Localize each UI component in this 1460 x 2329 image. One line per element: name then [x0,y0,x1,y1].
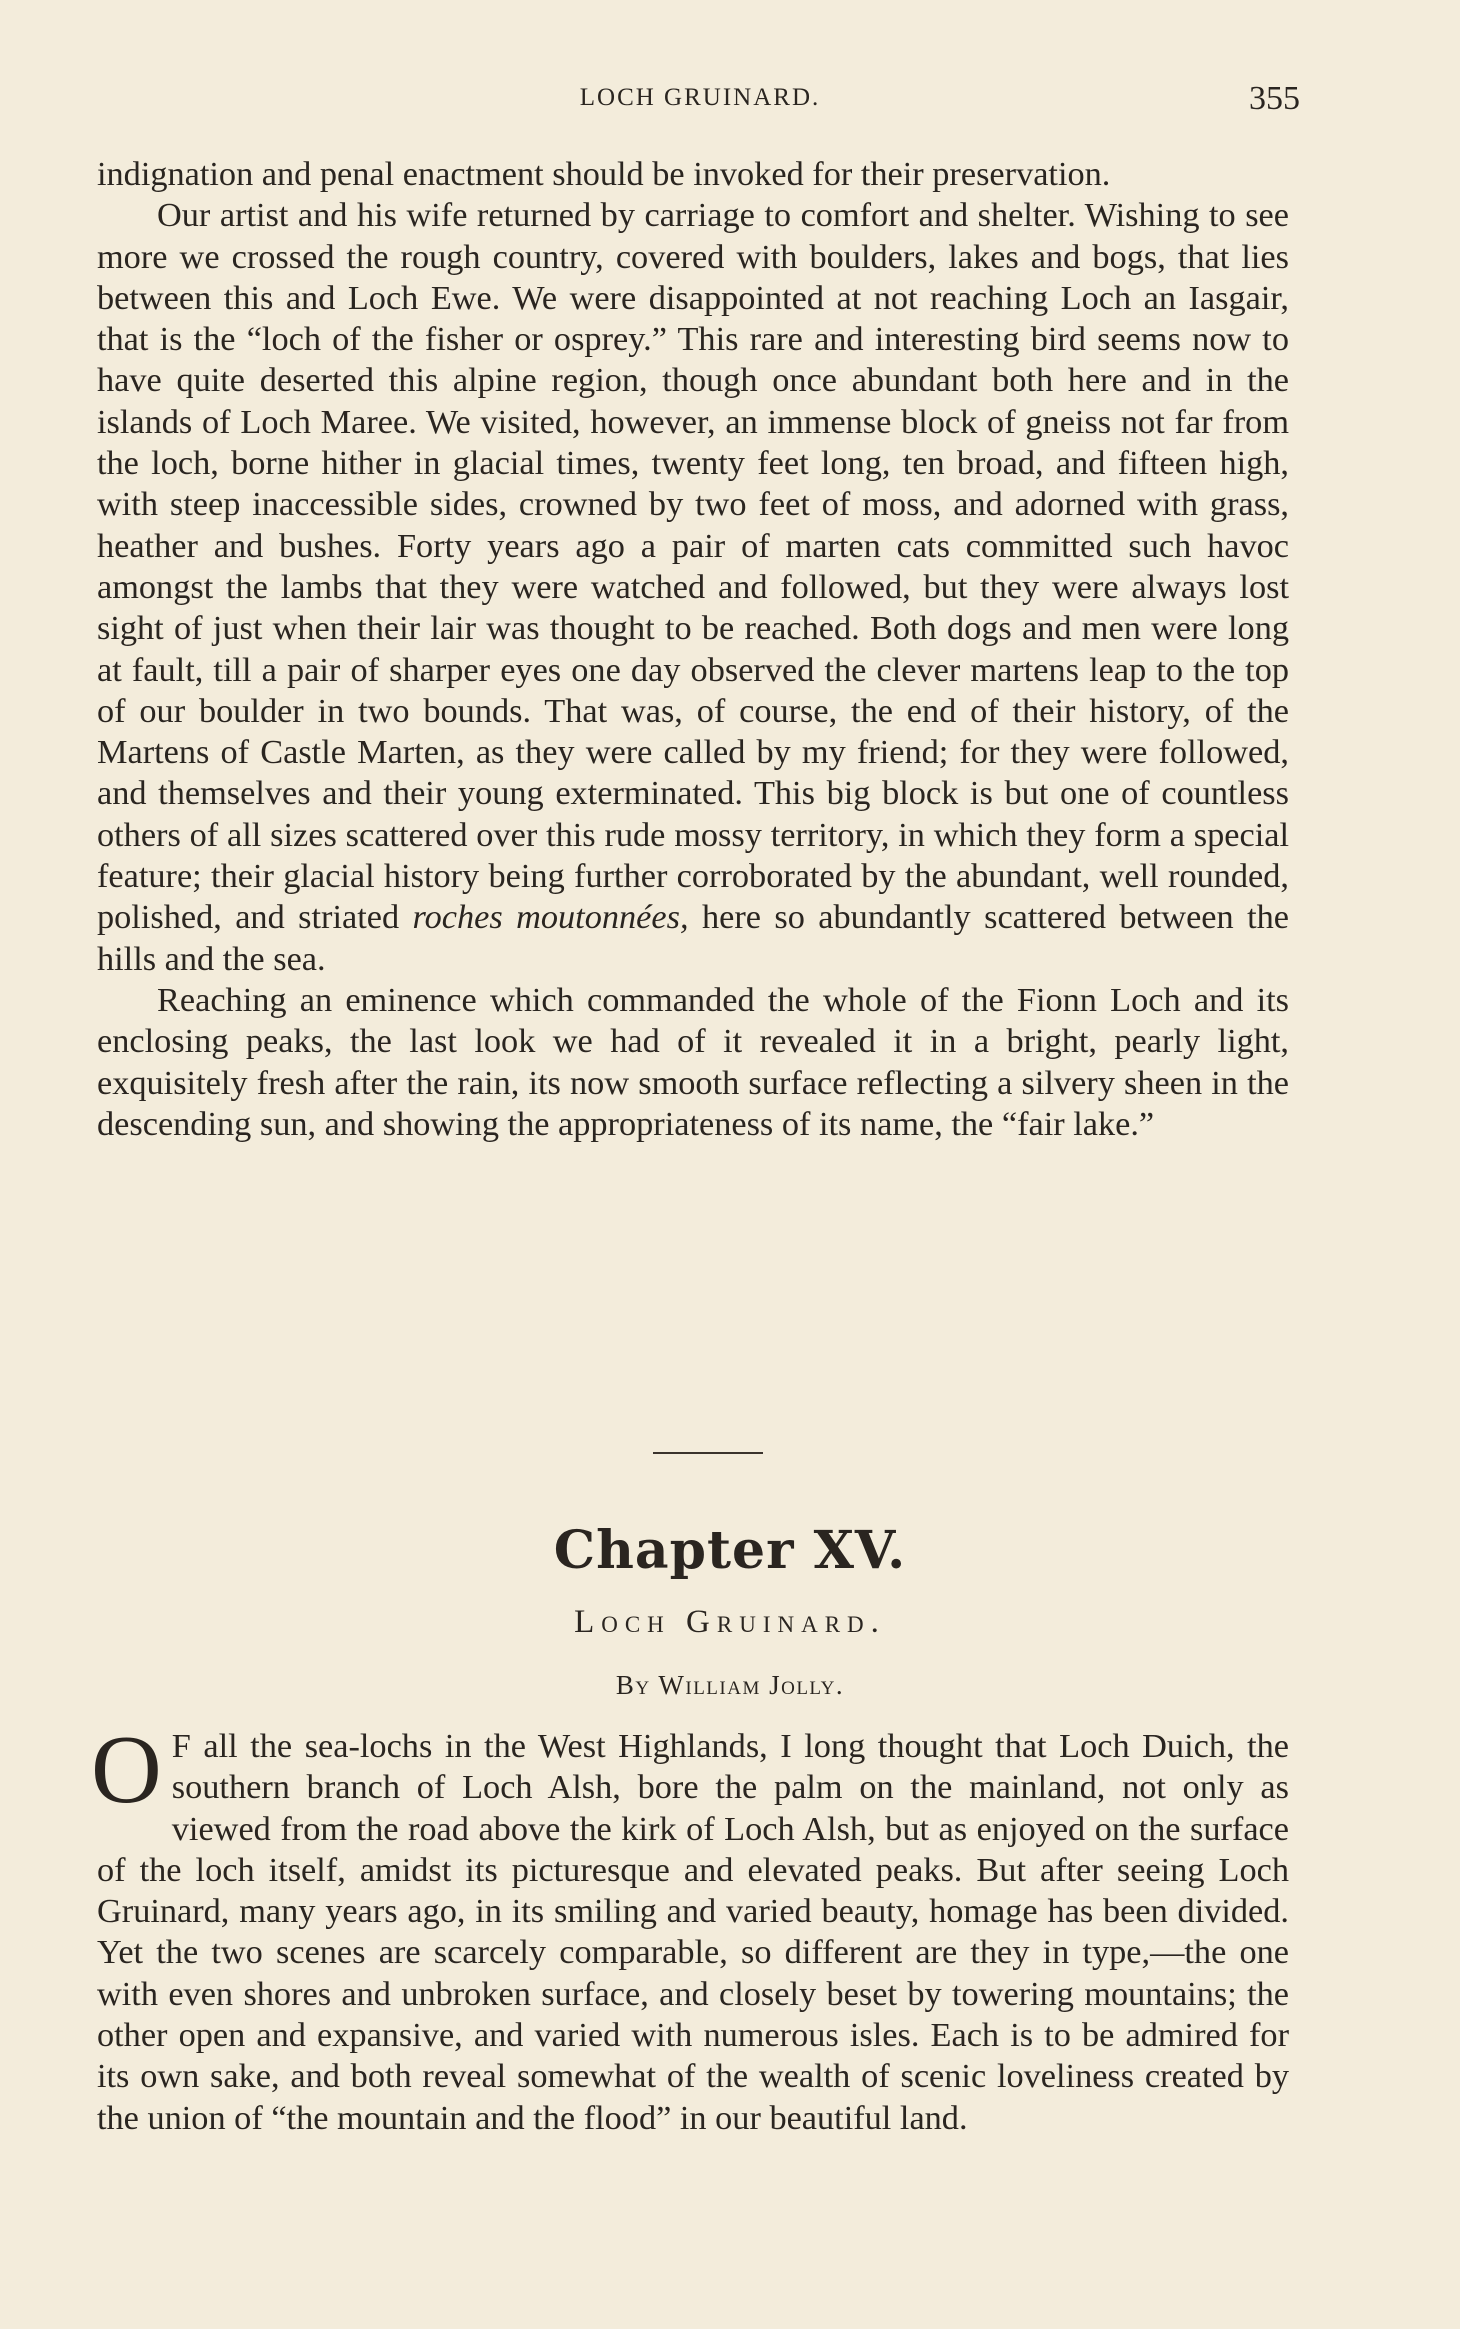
paragraph-continuation: indignation and penal enactment should be invoked for their preservation. [97,155,1111,193]
paragraph-text-end: here so abundantly scattered between the hills and the sea. [97,898,1289,978]
chapter-paragraph [91,1716,1289,2139]
chapter-paragraph-text: F all the sea-lochs in the West Highlands, I long thought that Loch Duich, the southern branch of Loch Alsh, bore the palm on the mainland, not only as viewed from the road above the kirk of Loch Alsh, but as enjoyed on the surface of the loch itself, amidst its picturesque and elevated peaks. But after seeing Loch Gruinard, many years ago, in its smiling and varied beauty, homage has been divided. Yet the two scenes are scarcely comparable, so different are they in type,—the one with even shores and unbroken surface, and closely beset by towering mountains; the other open and expansive, and varied with numerous isles. Each is to be admired for its own sake, and both reveal somewhat of the wealth of scenic loveliness created by the union of “the mountain and the flood” in our beautiful land. [97,1727,1289,2137]
chapter-title: Loch Gruinard. [574,1604,886,1640]
running-title: LOCH GRUINARD. [579,84,821,111]
paragraph [97,195,1289,980]
paragraph: Reaching an eminence which commanded the whole of the Fionn Loch and its enclosing peaks, the last look we had of it revealed it in a bright, pearly light, exquisitely fresh after the rain, its now smooth surface reflecting a silvery sheen in the descending sun, and showing the appropriateness of its name, the “fair lake.” [97,980,1289,1143]
chapter-heading: Chapter XV. [553,1520,907,1581]
body-text [97,154,1289,1145]
chapter-author: By William Jolly. [615,1670,845,1700]
paragraph-text: Our artist and his wife returned by carriage to comfort and shelter. Wishing to see more we crossed the rough country, covered with boulders, lakes and bogs, that lies between this and Loch Ewe. We were disappointed at not reaching Loch an Iasgair, that is the “loch of the fisher or osprey.” This rare and interesting bird seems now to have quite deserted this alpine region, though once abundant both here and in the islands of Loch Maree. We visited, however, an immense block of gneiss not far from the loch, borne hither in glacial times, twenty feet long, ten broad, and fifteen high, with steep inaccessible sides, crowned by two feet of moss, and adorned with grass, heather and bushes. Forty years ago a pair of marten cats committed such havoc amongst the lambs that they were watched and followed, but they were always lost sight of just when their lair was thought to be reached. Both dogs and men were long at fault, till a pair of sharper eyes one day observed the clever martens leap to the top of our boulder in two bounds. That was, of course, the end of their history, of the Martens of Castle Marten, as they were called by my friend; for they were followed, and themselves and their young exterminated. This big block is but one of countless others of all sizes scattered over this rude mossy territory, in which they form a special feature; their glacial history being further corroborated by the abundant, well rounded, polished, and striated [97,196,1289,937]
page-number: 355 [1249,80,1300,117]
section-divider [653,1452,763,1454]
drop-cap: O [91,1716,162,1824]
running-head [100,80,1300,120]
italic-phrase: roches moutonnées, [412,898,689,937]
chapter-text [91,1716,1289,2139]
